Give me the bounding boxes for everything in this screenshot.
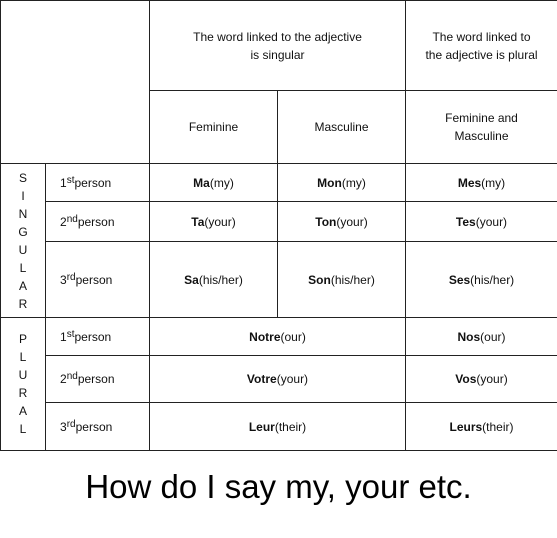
header-feminine: Feminine [150,91,278,164]
cell-leurs: Leurs(their) [406,403,557,451]
blank-corner-cell [1,1,150,164]
plural-side-label: P L U R A L [1,318,46,451]
header-feminine-and-masculine: Feminine and Masculine [406,91,557,164]
person-label-first-plural: 1stperson [46,318,150,356]
singular-side-label: S I N G U L A R [1,164,46,318]
person-label-third-singular: 3rdperson [46,242,150,318]
cell-nos: Nos(our) [406,318,557,356]
cell-son: Son(his/her) [278,242,406,318]
cell-tes: Tes(your) [406,202,557,242]
cell-vos: Vos(your) [406,356,557,403]
person-label-third-plural: 3rdperson [46,403,150,451]
header-masculine: Masculine [278,91,406,164]
header-singular-group: The word linked to the adjective is singular [150,1,406,91]
cell-ta: Ta(your) [150,202,278,242]
cell-notre: Notre(our) [150,318,406,356]
slide-caption: How do I say my, your etc. [85,468,472,505]
header-plural-group: The word linked to the adjective is plural [406,1,557,91]
cell-ton: Ton(your) [278,202,406,242]
cell-ses: Ses(his/her) [406,242,557,318]
person-label-first-singular: 1stperson [46,164,150,202]
person-label-second-singular: 2ndperson [46,202,150,242]
person-label-second-plural: 2ndperson [46,356,150,403]
cell-ma: Ma(my) [150,164,278,202]
cell-leur: Leur(their) [150,403,406,451]
cell-mon: Mon(my) [278,164,406,202]
cell-votre: Votre(your) [150,356,406,403]
cell-sa: Sa(his/her) [150,242,278,318]
cell-mes: Mes(my) [406,164,557,202]
